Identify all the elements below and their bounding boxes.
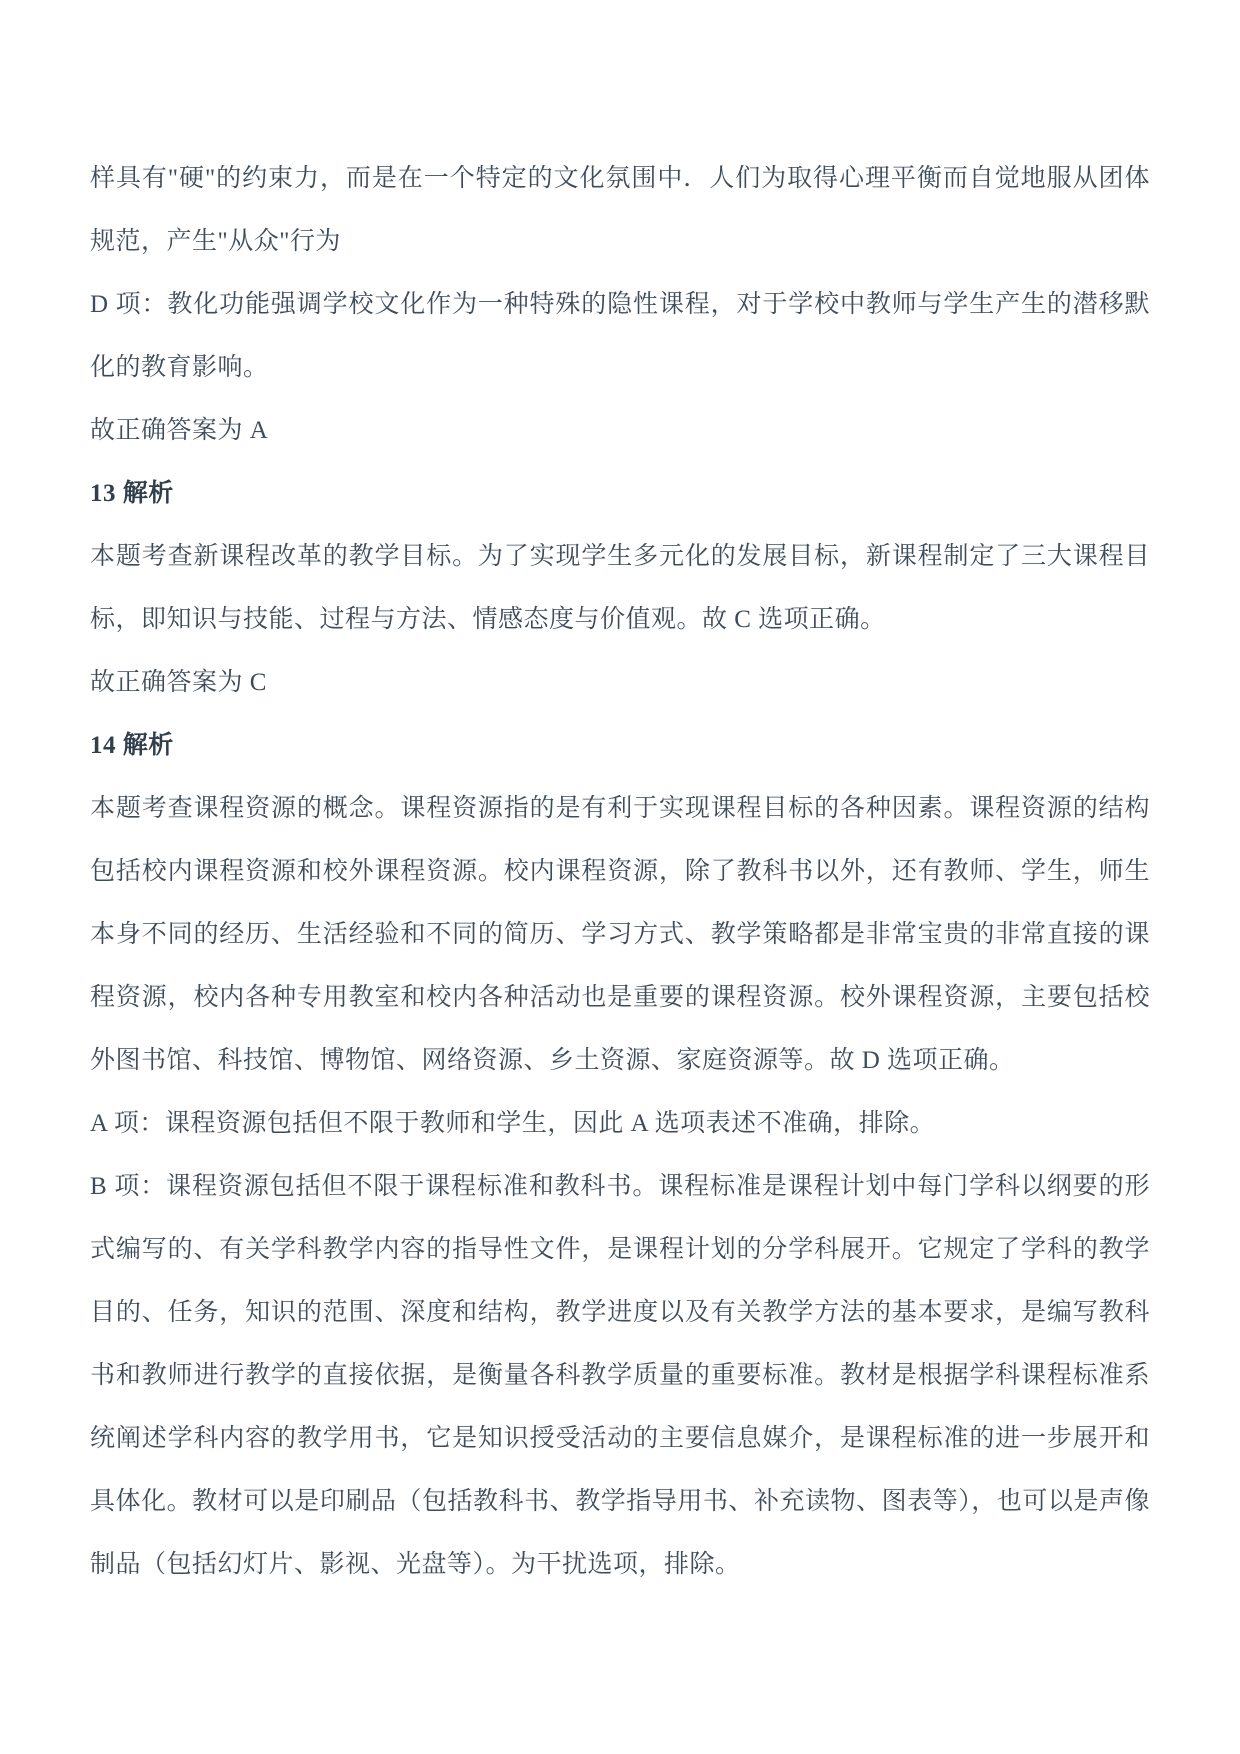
paragraph-q14-analysis: 本题考查课程资源的概念。课程资源指的是有利于实现课程目标的各种因素。课程资源的结构包括校内课程资源和校外课程资源。校内课程资源，除了教科书以外，还有教师、学生，师生本身不同的经历、生活经验和不同的简历、学习方式、教学策略都是非常宝贵的非常直接的课程资源，校内各种专用教室和校内各种活动也是重要的课程资源。校外课程资源，主要包括校外图书馆、科技馆、博物馆、网络资源、乡土资源、家庭资源等。故 D 选项正确。: [90, 795, 1150, 1074]
answer-line-q13: 故正确答案为 C: [90, 669, 267, 696]
paragraph-overflow-from-previous-page: 样具有"硬"的约束力，而是在一个特定的文化氛围中．人们为取得心理平衡而自觉地服从团体规范，产生"从众"行为: [90, 165, 1150, 255]
section-heading-q13: 13 解析: [90, 480, 174, 507]
paragraph-q13-analysis: 本题考查新课程改革的教学目标。为了实现学生多元化的发展目标，新课程制定了三大课程目标，即知识与技能、过程与方法、情感态度与价值观。故 C 选项正确。: [90, 543, 1150, 633]
answer-line-q12: 故正确答案为 A: [90, 417, 269, 444]
paragraph-option-b-explanation: B 项：课程资源包括但不限于课程标准和教科书。课程标准是课程计划中每门学科以纲要的形式编写的、有关学科教学内容的指导性文件，是课程计划的分学科展开。它规定了学科的教学目的、任务，知识的范围、深度和结构，教学进度以及有关教学方法的基本要求，是编写教科书和教师进行教学的直接依据，是衡量各科教学质量的重要标准。教材是根据学科课程标准系统阐述学科内容的教学用书，它是知识授受活动的主要信息媒介，是课程标准的进一步展开和具体化。教材可以是印刷品（包括教科书、教学指导用书、补充读物、图表等），也可以是声像制品（包括幻灯片、影视、光盘等）。为干扰选项，排除。: [90, 1173, 1150, 1578]
section-heading-q14: 14 解析: [90, 732, 174, 759]
paragraph-option-a-explanation: A 项：课程资源包括但不限于教师和学生，因此 A 选项表述不准确，排除。: [90, 1110, 936, 1137]
paragraph-option-d-explanation: D 项：教化功能强调学校文化作为一种特殊的隐性课程，对于学校中教师与学生产生的潜移默化的教育影响。: [90, 291, 1150, 381]
